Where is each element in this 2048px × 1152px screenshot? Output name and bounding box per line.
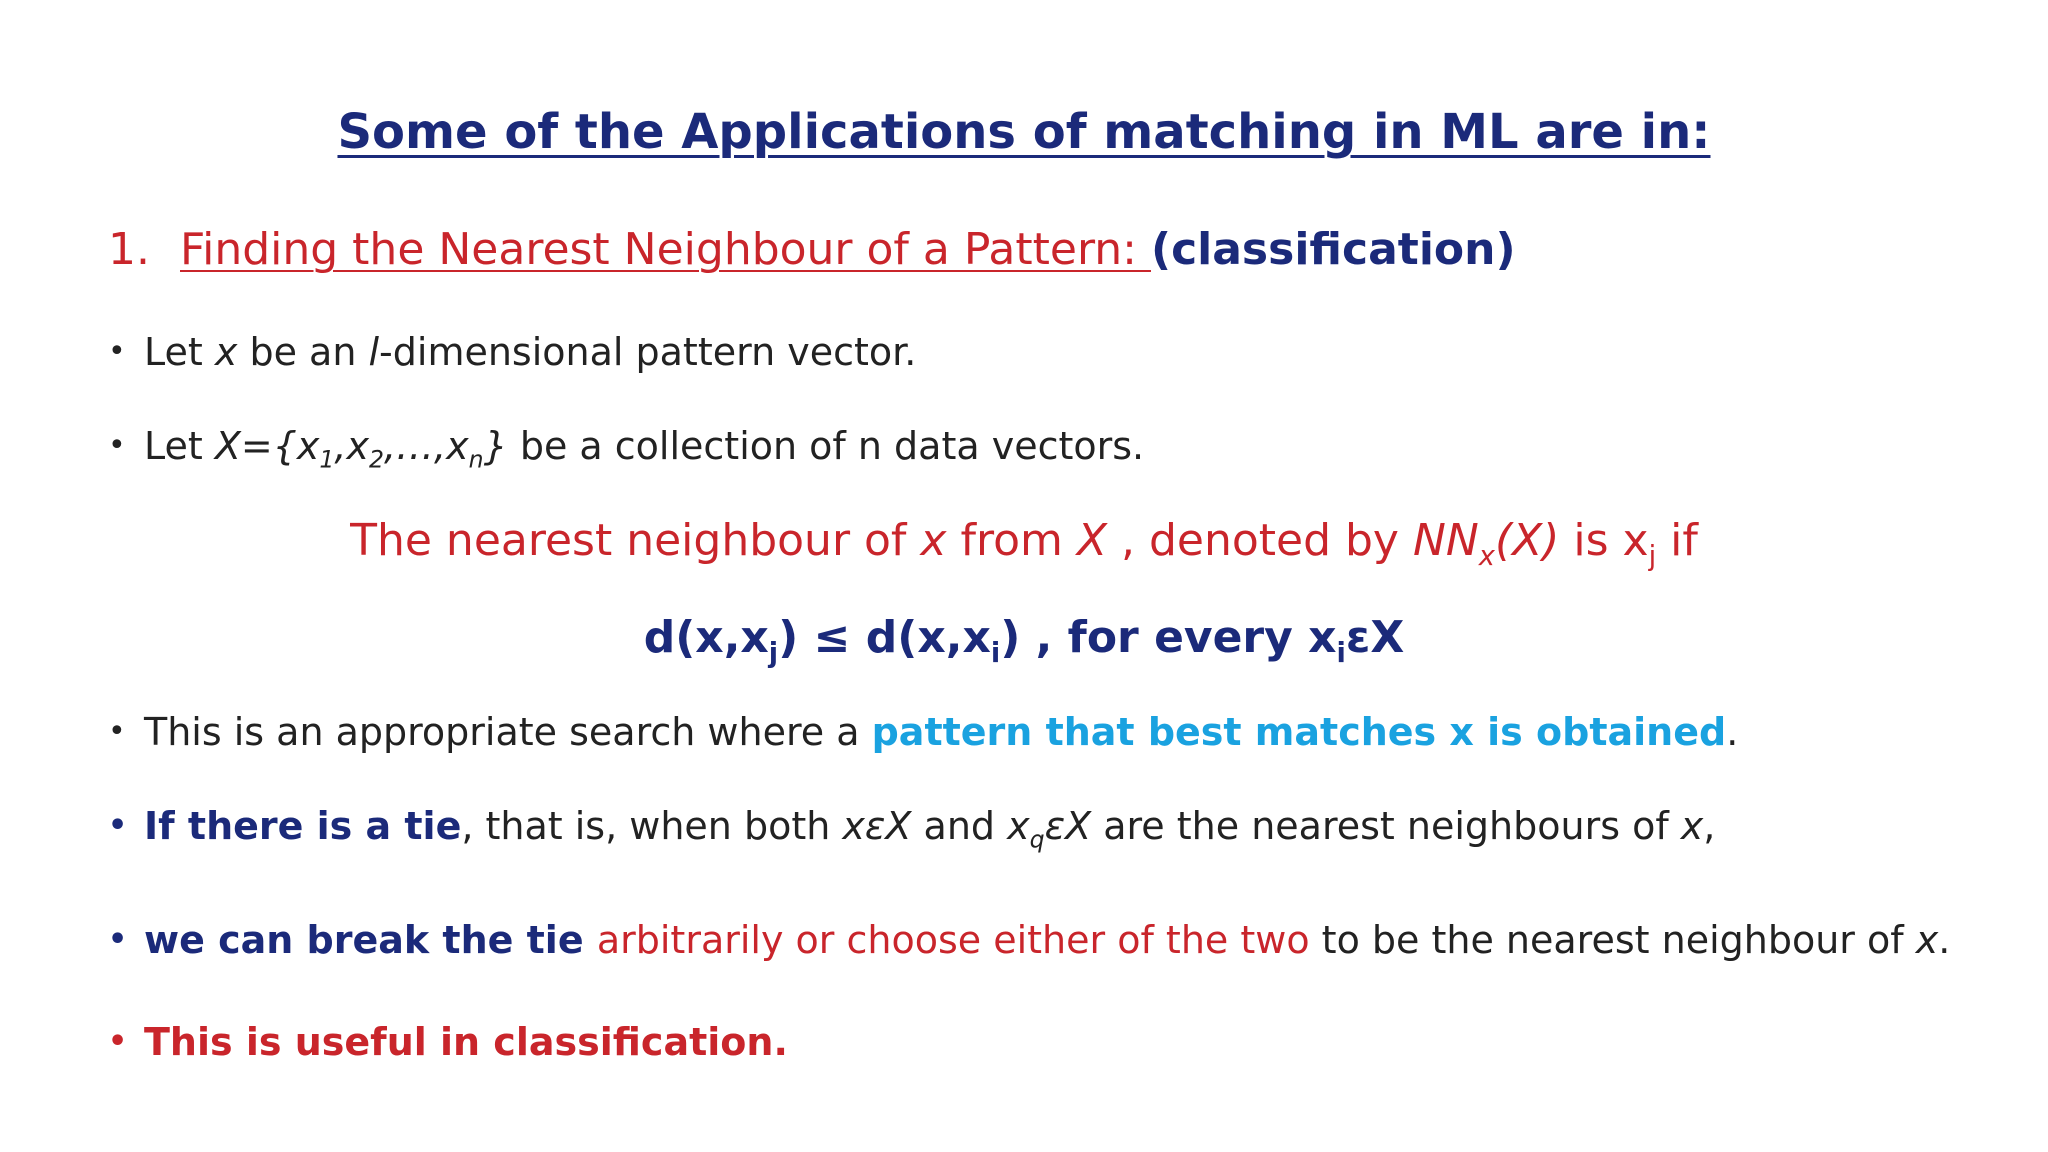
bullet-tie: • If there is a tie, that is, when both xεX and $x_q\varepsilon X$ are the nearest neighbours of x,	[108, 804, 1716, 854]
break-tie-lead: we can break the tie	[144, 918, 597, 962]
bullet-data-collection: • Let $X=\{x_1,x_2,\dots,x_n\}$ be a collection of n data vectors.	[108, 424, 1145, 474]
bullet-pattern-vector: • Let x be an l-dimensional pattern vector.	[108, 330, 917, 374]
break-tie-red: arbitrarily or choose either of the two	[596, 918, 1310, 962]
distance-formula: $d(x,x_j) \le d(x,x_i)$ , for every $x_i\varepsilon X$	[643, 612, 1405, 669]
section-heading	[108, 224, 1516, 277]
set-notation: $X=\{x_1,x_2,\dots,x_n\}$	[214, 424, 508, 474]
bullet-dot: •	[108, 808, 128, 843]
bullet-useful	[108, 1020, 788, 1066]
highlight-best-match: pattern that best matches x is obtained	[871, 710, 1727, 754]
heading-paren: (classification)	[1150, 224, 1516, 275]
bullet-dot: •	[108, 922, 128, 957]
slide-title: Some of the Applications of matching in ML are in:	[337, 104, 1711, 160]
tie-lead: If there is a tie	[144, 804, 462, 848]
heading-number: 1.	[108, 224, 150, 275]
bullet-break-tie: • we can break the tie arbitrarily or choose either of the two to be the nearest neighbour of x.	[108, 918, 1951, 962]
bullet-dot: •	[108, 334, 126, 369]
bullet-dot: •	[108, 714, 126, 749]
heading-text: Finding the Nearest Neighbour of a Pattern:	[180, 224, 1151, 275]
nearest-neighbour-definition: The nearest neighbour of x from X , denoted by $NN_x(X)$ is $x_j$ if	[350, 515, 1698, 572]
bullet-dot: •	[108, 1024, 128, 1059]
bullet-search: • This is an appropriate search where a pattern that best matches x is obtained.	[108, 710, 1739, 754]
useful-text: This is useful in classification.	[144, 1020, 788, 1064]
bullet-dot: •	[108, 428, 126, 463]
